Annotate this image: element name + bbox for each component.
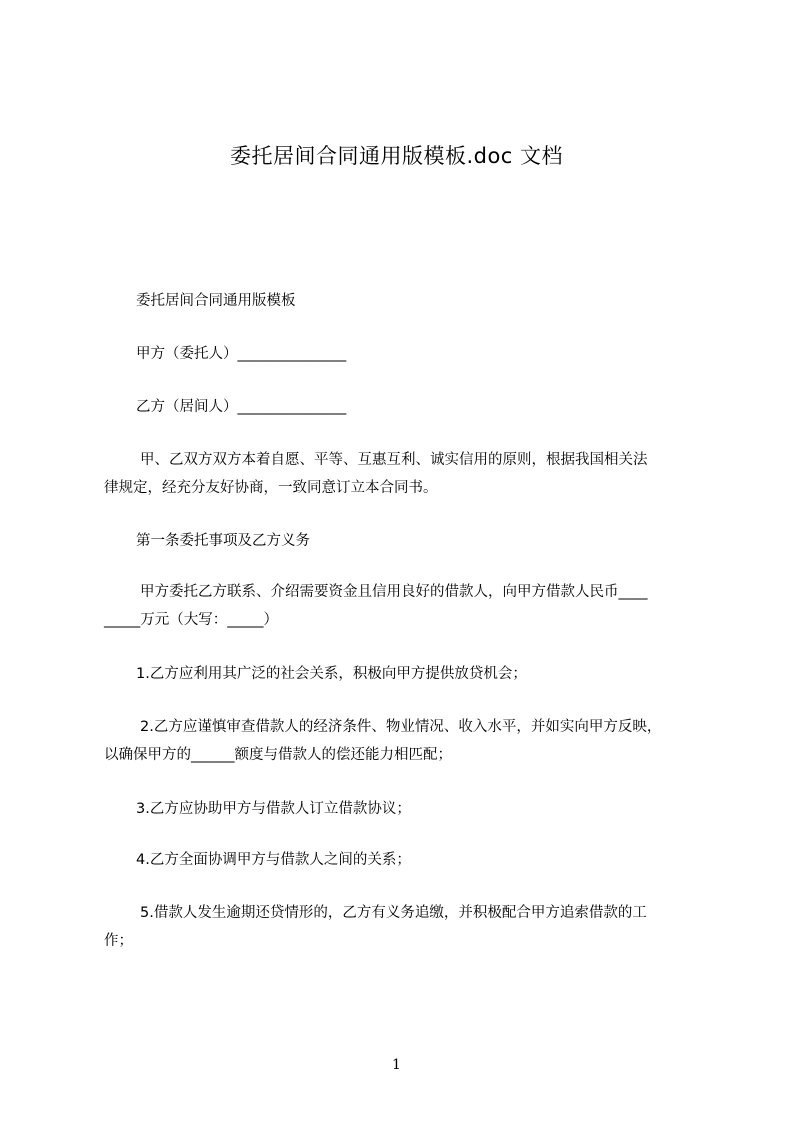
item-4-paragraph — [104, 846, 704, 874]
subtitle-paragraph — [104, 287, 704, 315]
paragraph-line: 4.乙方全面协调甲方与借款人之间的关系； — [136, 852, 411, 868]
document-title: 委托居间合同通用版模板.doc 文档 — [229, 144, 564, 168]
item-5-paragraph — [104, 899, 704, 955]
paragraph-line: 甲方委托乙方联系、介绍需要资金且信用良好的借款人，向甲方借款人民币____ — [140, 584, 648, 600]
item-2-paragraph — [104, 713, 704, 769]
paragraph-line: 委托居间合同通用版模板 — [136, 293, 296, 309]
paragraph-line: 5.借款人发生逾期还贷情形的，乙方有义务追缴，并积极配合甲方追索借款的工 — [140, 905, 647, 921]
preamble-paragraph — [104, 446, 704, 502]
item-3-paragraph — [104, 795, 704, 823]
item-1-paragraph — [104, 660, 704, 688]
party-b-line — [104, 393, 704, 421]
paragraph-line: 律规定，经充分友好协商，一致同意订立本合同书。 — [104, 480, 438, 496]
page-number: 1 — [392, 1057, 401, 1073]
paragraph-line: 乙方（居间人）_______________ — [136, 399, 347, 415]
paragraph-line: 2.乙方应谨慎审查借款人的经济条件、物业情况、收入水平，并如实向甲方反映， — [140, 719, 662, 735]
paragraph-line: 甲方（委托人）_______________ — [136, 346, 347, 362]
paragraph-line: 作； — [104, 933, 133, 949]
article-1-body — [104, 578, 704, 634]
paragraph-line: 第一条委托事项及乙方义务 — [136, 533, 310, 549]
paragraph-line: 甲、乙双方双方本着自愿、平等、互惠互利、诚实信用的原则，根据我国相关法 — [140, 452, 648, 468]
paragraph-line: _____万元（大写：_____） — [104, 612, 278, 628]
paragraph-line: 3.乙方应协助甲方与借款人订立借款协议； — [136, 801, 411, 817]
paragraph-line: 1.乙方应利用其广泛的社会关系，积极向甲方提供放贷机会； — [136, 666, 527, 682]
paragraph-line: 以确保甲方的______额度与借款人的偿还能力相匹配； — [104, 747, 452, 763]
party-a-line — [104, 340, 704, 368]
article-1-heading — [104, 527, 704, 555]
